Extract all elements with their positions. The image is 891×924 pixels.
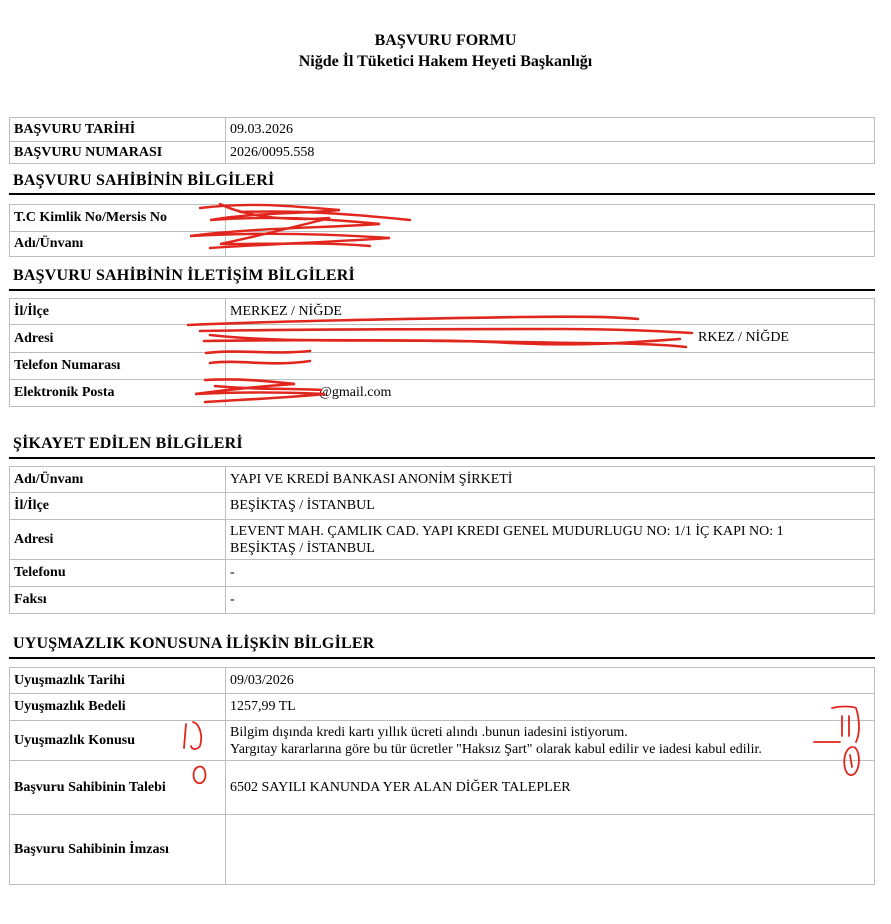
table-row [10,520,875,560]
request-value: 6502 SAYILI KANUNDA YER ALAN DİĞER TALEPLER [226,761,875,815]
dispute-amount-label: Uyuşmazlık Bedeli [10,694,226,721]
application-number-value: 2026/0095.558 [226,142,875,164]
complained-fax-value: - [226,587,875,614]
applicant-contact-section-title: BAŞVURU SAHİBİNİN İLETİŞİM BİLGİLERİ [13,267,355,284]
dispute-date-value: 09/03/2026 [226,668,875,694]
applicant-contact-table [9,298,875,407]
phone-value-redacted [226,353,875,380]
form-title: BAŞVURU FORMU [374,32,517,49]
table-row [10,668,875,694]
table-row [10,694,875,721]
applicant-section-title: BAŞVURU SAHİBİNİN BİLGİLERİ [13,172,275,189]
table-row [10,467,875,493]
section-divider [9,193,875,195]
table-row [10,560,875,587]
table-row [10,142,875,164]
id-number-label: T.C Kimlik No/Mersis No [10,205,226,232]
complained-name-label: Adı/Ünvanı [10,467,226,493]
phone-label: Telefon Numarası [10,353,226,380]
city-value: MERKEZ / NİĞDE [226,299,875,325]
email-value-visible: @gmail.com [319,385,392,400]
complained-city-label: İl/İlçe [10,493,226,520]
form-subtitle: Niğde İl Tüketici Hakem Heyeti Başkanlığı [298,53,593,70]
complained-section-title: ŞİKAYET EDİLEN BİLGİLERİ [13,435,243,452]
complained-phone-label: Telefonu [10,560,226,587]
table-row [10,493,875,520]
complained-fax-label: Faksı [10,587,226,614]
table-row [10,761,875,815]
table-row [10,815,875,885]
application-table [9,117,875,164]
dispute-date-label: Uyuşmazlık Tarihi [10,668,226,694]
applicant-name-value-redacted [226,232,875,257]
table-row [10,353,875,380]
table-row [10,205,875,232]
table-row [10,118,875,142]
section-divider [9,457,875,459]
email-label: Elektronik Posta [10,380,226,407]
dispute-amount-value: 1257,99 TL [226,694,875,721]
table-row [10,232,875,257]
request-label: Başvuru Sahibinin Talebi [10,761,226,815]
dispute-section-title: UYUŞMAZLIK KONUSUNA İLİŞKİN BİLGİLER [13,635,375,652]
table-row [10,721,875,761]
section-divider [9,657,875,659]
complained-address-line2: BEŞİKTAŞ / İSTANBUL [230,540,375,556]
complained-address-line1: LEVENT MAH. ÇAMLIK CAD. YAPI KREDI GENEL MUDURLUGU NO: 1/1 İÇ KAPI NO: 1 [230,523,784,539]
table-row [10,380,875,407]
table-row [10,587,875,614]
complained-table [9,466,875,614]
complained-city-value: BEŞİKTAŞ / İSTANBUL [226,493,875,520]
section-divider [9,289,875,291]
dispute-subject-label: Uyuşmazlık Konusu [10,721,226,761]
signature-label: Başvuru Sahibinin İmzası [10,815,226,885]
table-row [10,325,875,353]
city-label: İl/İlçe [10,299,226,325]
table-row [10,299,875,325]
signature-area [226,815,875,885]
complained-phone-value: - [226,560,875,587]
application-date-label: BAŞVURU TARİHİ [10,118,226,142]
dispute-subject-line2: Yargıtay kararlarına göre bu tür ücretler "Haksız Şart" olarak kabul edilir ve iadesi kabul edilir. [230,741,762,757]
dispute-table [9,667,875,885]
id-number-value-redacted [226,205,875,232]
applicant-name-label: Adı/Ünvanı [10,232,226,257]
address-label: Adresi [10,325,226,353]
dispute-subject-line1: Bilgim dışında kredi kartı yıllık ücreti alındı .bunun iadesini istiyorum. [230,724,628,740]
address-value-visible: RKEZ / NİĞDE [698,330,789,345]
application-number-label: BAŞVURU NUMARASI [10,142,226,164]
complained-address-label: Adresi [10,520,226,560]
application-date-value: 09.03.2026 [226,118,875,142]
applicant-table [9,204,875,257]
complained-name-value: YAPI VE KREDİ BANKASI ANONİM ŞİRKETİ [226,467,875,493]
